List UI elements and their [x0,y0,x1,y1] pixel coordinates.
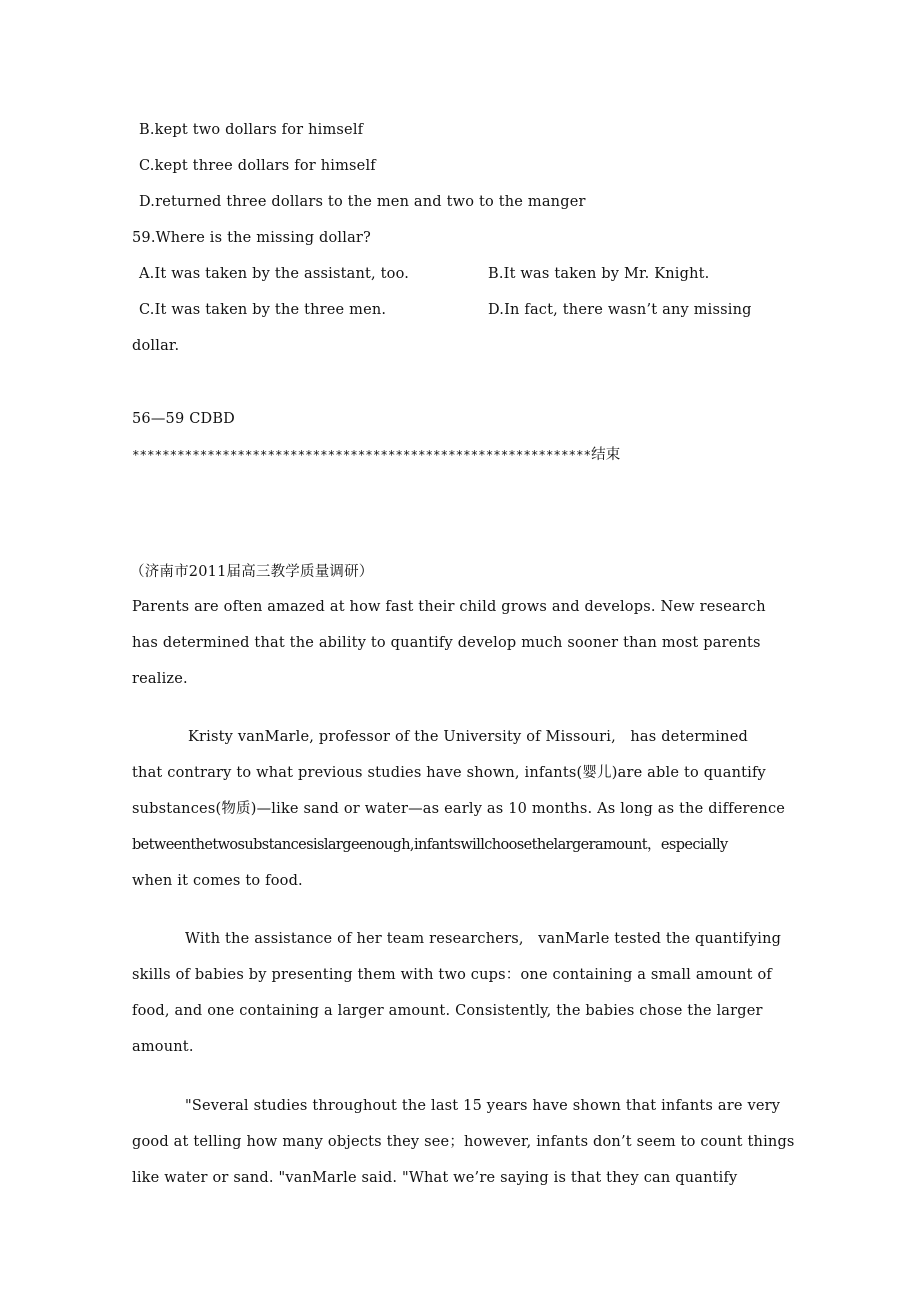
q58-option-b: B.kept two dollars for himself [139,122,364,138]
end-marker [132,445,620,465]
q59-option-b: B.It was taken by Mr. Knight. [488,266,710,282]
q59-question: 59.Where is the missing dollar? [132,230,372,246]
passage-line: that contrary to what previous studies have shown, infants(婴儿)are able to quantify [132,765,766,781]
q59-option-c: C.It was taken by the three men. [139,302,387,318]
passage-line: "Several studies throughout the last 15 years have shown that infants are very [185,1098,781,1114]
passage-line: food, and one containing a larger amount. Consistently, the babies chose the larger [132,1003,763,1019]
passage-line: Kristy vanMarle, professor of the University of Missouri, has determined [188,729,748,745]
source-heading: （济南市2011届高三教学质量调研） [130,564,374,580]
q59-option-a: A.It was taken by the assistant, too. [139,266,410,282]
star-divider: ************************************************************* [132,447,592,462]
answer-key: 56—59 CDBD [132,411,236,427]
passage-line: like water or sand. "vanMarle said. "What we’re saying is that they can quantify [132,1170,738,1186]
passage-line: when it comes to food. [132,873,303,889]
passage-line: realize. [132,671,188,687]
passage-line: has determined that the ability to quantify develop much sooner than most parents [132,635,761,651]
q58-option-c: C.kept three dollars for himself [139,158,376,174]
passage-line: With the assistance of her team researchers, vanMarle tested the quantifying [185,931,782,947]
q58-option-d: D.returned three dollars to the men and two to the manger [139,194,586,210]
passage-line: amount. [132,1039,194,1055]
passage-line: skills of babies by presenting them with two cups：one containing a small amount of [132,967,772,983]
q59-option-d: D.In fact, there wasn’t any missing [488,302,752,318]
q59-option-d-continued: dollar. [132,338,180,354]
end-label: 结束 [591,447,621,463]
passage-line: substances(物质)—like sand or water—as early as 10 months. As long as the difference [132,801,786,817]
passage-line: good at telling how many objects they see；however, infants don’t seem to count things [132,1134,795,1150]
passage-line: Parents are often amazed at how fast their child grows and develops. New research [132,599,766,615]
passage-line: betweenthetwosubstancesislargeenough,infantswillchoosethelargeramount，especially [132,837,728,853]
